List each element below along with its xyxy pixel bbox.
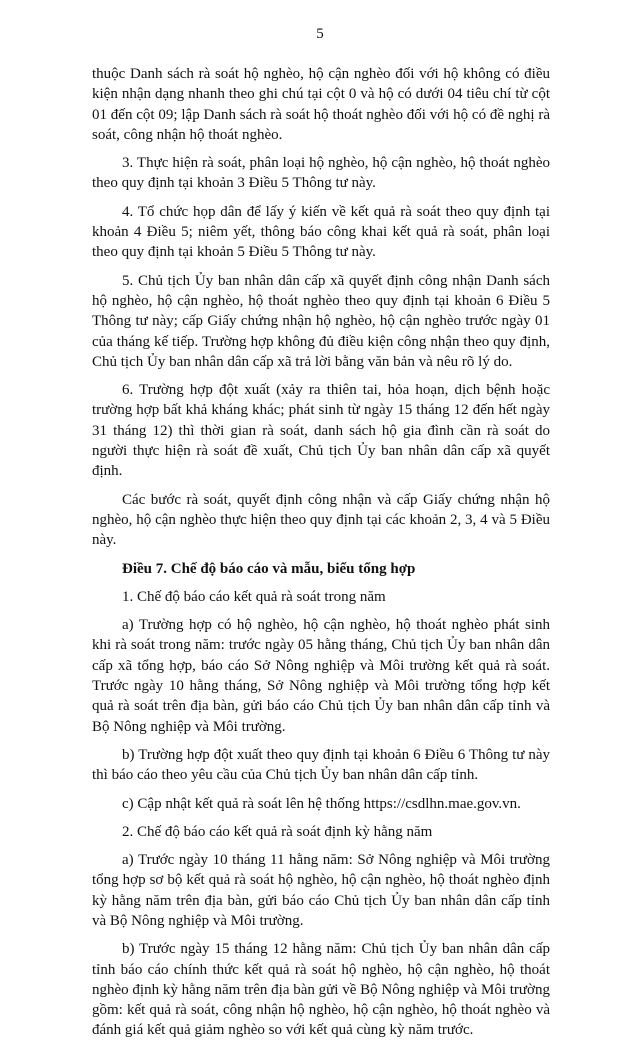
paragraph-item-3: 3. Thực hiện rà soát, phân loại hộ nghèo, hộ cận nghèo, hộ thoát nghèo theo quy định tại khoản 3 Điều 5 Thông tư này. [92, 155, 550, 192]
paragraph-section-1: 1. Chế độ báo cáo kết quả rà soát trong năm [122, 588, 386, 605]
paragraph-1a: a) Trường hợp có hộ nghèo, hộ cận nghèo, hộ thoát nghèo phát sinh khi rà soát trong năm: trước ngày 05 hằng tháng, Chủ tịch Ủy ban nhân dân cấp xã tổng hợp, báo cáo Sở Nông nghiệp và Môi trường kết quả rà soát. Trước ngày 10 hằng tháng, Sở Nông nghiệp và Môi trường tổng hợp kết quả rà soát trên địa bàn, gửi báo cáo Chủ tịch Ủy ban nhân dân cấp tỉnh và Bộ Nông nghiệp và Môi trường. [92, 617, 550, 735]
paragraph-item-6: 6. Trường hợp đột xuất (xảy ra thiên tai, hỏa hoạn, dịch bệnh hoặc trường hợp bất khả kháng khác; phát sinh từ ngày 15 tháng 12 đến hết ngày 31 tháng 12) thì thời gian rà soát, danh sách hộ gia đình cần rà soát do người thực hiện rà soát đề xuất, Chủ tịch Ủy ban nhân dân cấp xã quyết định. [92, 382, 550, 480]
paragraph-2a: a) Trước ngày 10 tháng 11 hằng năm: Sở Nông nghiệp và Môi trường tổng hợp sơ bộ kết quả rà soát hộ nghèo, hộ cận nghèo, hộ thoát nghèo định kỳ hằng năm trên địa bàn, gửi báo cáo Chủ tịch Ủy ban nhân dân cấp tỉnh và Bộ Nông nghiệp và Môi trường. [92, 852, 550, 929]
paragraph-section-2: 2. Chế độ báo cáo kết quả rà soát định kỳ hằng năm [122, 823, 433, 840]
paragraph-1b: b) Trường hợp đột xuất theo quy định tại khoản 6 Điều 6 Thông tư này thì báo cáo theo yêu cầu của Chủ tịch Ủy ban nhân dân cấp tỉnh. [92, 746, 550, 784]
paragraph-item-5: 5. Chủ tịch Ủy ban nhân dân cấp xã quyết định công nhận Danh sách hộ nghèo, hộ cận nghèo, hộ thoát nghèo theo quy định tại khoản 6 Điều 5 Thông tư này; cấp Giấy chứng nhận hộ nghèo, hộ cận nghèo trước ngày 01 của tháng kế tiếp. Trường hợp không đủ điều kiện công nhận theo quy định, Chủ tịch Ủy ban nhân dân cấp xã trả lời bằng văn bản và nêu rõ lý do. [92, 272, 550, 370]
paragraph-item-4: 4. Tổ chức họp dân để lấy ý kiến về kết quả rà soát theo quy định tại khoản 4 Điều 5; niêm yết, thông báo công khai kết quả rà soát, phân loại theo quy định tại khoản 5 Điều 5 Thông tư này. [92, 203, 550, 261]
page-number: 5 [316, 26, 324, 42]
document-body [92, 64, 550, 1049]
paragraph-steps-summary: Các bước rà soát, quyết định công nhận và cấp Giấy chứng nhận hộ nghèo, hộ cận nghèo thực hiện theo quy định tại các khoản 2, 3, 4 và 5 Điều này. [92, 491, 550, 549]
paragraph-1c: c) Cập nhật kết quả rà soát lên hệ thống https://csdlhn.mae.gov.vn. [122, 795, 521, 812]
paragraph-2b: b) Trước ngày 15 tháng 12 hằng năm: Chủ tịch Ủy ban nhân dân cấp tỉnh báo cáo chính thức kết quả rà soát hộ nghèo, hộ cận nghèo, hộ thoát nghèo định kỳ hằng năm trên địa bàn gửi về Bộ Nông nghiệp và Môi trường gồm: kết quả rà soát, công nhận hộ nghèo, hộ cận nghèo, hộ thoát nghèo và đánh giá kết quả giảm nghèo so với kết quả cùng kỳ năm trước. [92, 941, 550, 1039]
paragraph-continuation: thuộc Danh sách rà soát hộ nghèo, hộ cận nghèo đối với hộ không có điều kiện nhận dạng nhanh theo ghi chú tại cột 0 và hộ có dưới 04 tiêu chí từ cột 01 đến cột 09; lập Danh sách rà soát hộ thoát nghèo đối với hộ có đề nghị rà soát, công nhận hộ thoát nghèo. [92, 66, 550, 143]
article-7-heading: Điều 7. Chế độ báo cáo và mẫu, biểu tổng hợp [122, 560, 416, 577]
